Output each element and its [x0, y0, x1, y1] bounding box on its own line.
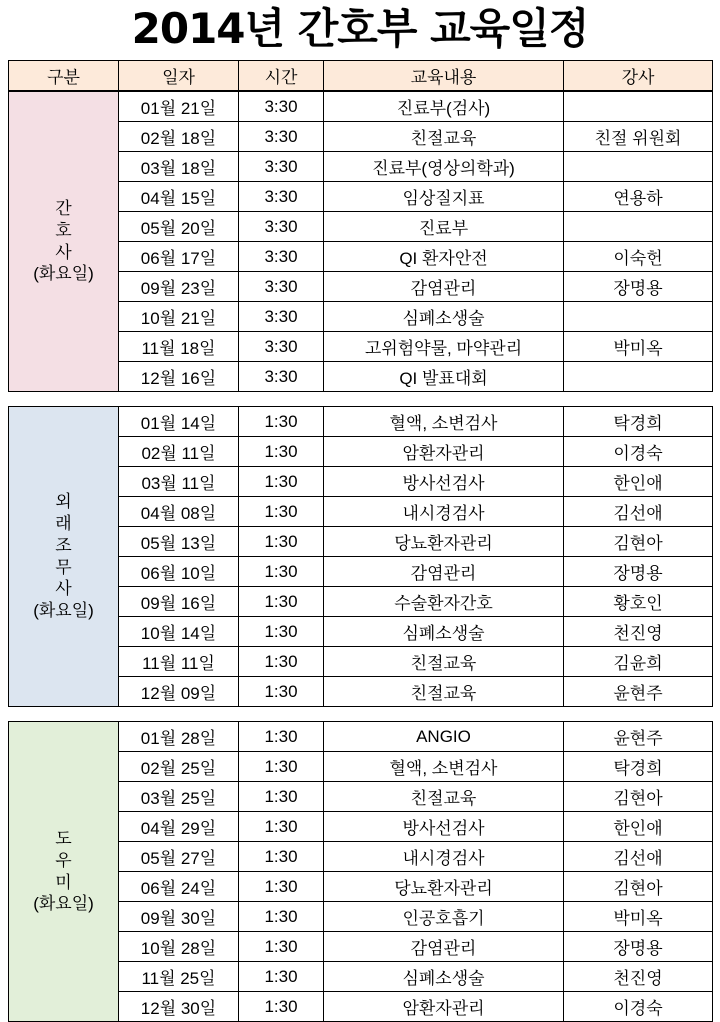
cell-time: 3:30	[239, 122, 324, 152]
cell-lecturer	[564, 152, 713, 182]
schedule-table-1	[8, 91, 713, 392]
cell-time: 1:30	[239, 782, 324, 812]
cell-time: 1:30	[239, 437, 324, 467]
cell-date: 11월 18일	[119, 332, 239, 362]
cell-lecturer: 김윤희	[564, 647, 713, 677]
cell-date: 03월 11일	[119, 467, 239, 497]
cell-content: 임상질지표	[324, 182, 564, 212]
cell-time: 3:30	[239, 92, 324, 122]
cell-time: 1:30	[239, 497, 324, 527]
cell-lecturer: 박미옥	[564, 332, 713, 362]
cell-content: 친절교육	[324, 647, 564, 677]
schedule-table-2	[8, 406, 713, 707]
schedule-table-3	[8, 721, 713, 1022]
cell-time: 3:30	[239, 302, 324, 332]
cell-content: 감염관리	[324, 932, 564, 962]
column-header-time: 시간	[239, 61, 324, 91]
column-header-content: 교육내용	[324, 61, 564, 91]
cell-lecturer: 친절 위원회	[564, 122, 713, 152]
cell-date: 11월 25일	[119, 962, 239, 992]
cell-content: 혈액, 소변검사	[324, 407, 564, 437]
cell-lecturer: 장명용	[564, 272, 713, 302]
cell-lecturer: 한인애	[564, 467, 713, 497]
page-title: 2014년 간호부 교육일정	[131, 4, 589, 53]
cell-content: 심폐소생술	[324, 617, 564, 647]
cell-content: 혈액, 소변검사	[324, 752, 564, 782]
cell-date: 06월 24일	[119, 872, 239, 902]
cell-lecturer	[564, 362, 713, 392]
cell-lecturer: 윤현주	[564, 677, 713, 707]
cell-date: 05월 27일	[119, 842, 239, 872]
header-table	[8, 60, 713, 91]
cell-time: 1:30	[239, 557, 324, 587]
cell-content: 암환자관리	[324, 437, 564, 467]
cell-date: 06월 10일	[119, 557, 239, 587]
cell-lecturer: 이경숙	[564, 437, 713, 467]
cell-date: 02월 11일	[119, 437, 239, 467]
cell-date: 09월 30일	[119, 902, 239, 932]
group-label-cell: 도 우 미 (화요일)	[9, 722, 119, 1022]
cell-time: 1:30	[239, 902, 324, 932]
cell-date: 01월 28일	[119, 722, 239, 752]
cell-content: 친절교육	[324, 677, 564, 707]
block-separator	[8, 392, 712, 406]
cell-time: 1:30	[239, 962, 324, 992]
cell-time: 1:30	[239, 467, 324, 497]
cell-time: 1:30	[239, 932, 324, 962]
group-label-cell: 간 호 사 (화요일)	[9, 92, 119, 392]
cell-lecturer	[564, 212, 713, 242]
cell-time: 1:30	[239, 407, 324, 437]
cell-lecturer: 장명용	[564, 932, 713, 962]
cell-content: 심폐소생술	[324, 962, 564, 992]
cell-date: 10월 21일	[119, 302, 239, 332]
cell-lecturer: 김현아	[564, 527, 713, 557]
cell-time: 1:30	[239, 722, 324, 752]
cell-content: 진료부(영상의학과)	[324, 152, 564, 182]
cell-lecturer: 박미옥	[564, 902, 713, 932]
cell-lecturer: 연용하	[564, 182, 713, 212]
cell-lecturer: 천진영	[564, 617, 713, 647]
cell-time: 1:30	[239, 617, 324, 647]
cell-content: 감염관리	[324, 557, 564, 587]
cell-time: 1:30	[239, 527, 324, 557]
cell-date: 10월 14일	[119, 617, 239, 647]
cell-time: 3:30	[239, 332, 324, 362]
table-row	[9, 722, 713, 752]
cell-time: 1:30	[239, 872, 324, 902]
cell-lecturer: 장명용	[564, 557, 713, 587]
cell-date: 10월 28일	[119, 932, 239, 962]
cell-time: 1:30	[239, 587, 324, 617]
cell-time: 3:30	[239, 272, 324, 302]
cell-content: 고위험약물, 마약관리	[324, 332, 564, 362]
cell-content: 방사선검사	[324, 812, 564, 842]
cell-date: 05월 20일	[119, 212, 239, 242]
cell-date: 04월 15일	[119, 182, 239, 212]
cell-content: 당뇨환자관리	[324, 527, 564, 557]
cell-content: 인공호흡기	[324, 902, 564, 932]
cell-date: 12월 30일	[119, 992, 239, 1022]
column-header-lecturer: 강사	[564, 61, 713, 91]
cell-lecturer	[564, 92, 713, 122]
column-header-group: 구분	[9, 61, 119, 91]
cell-content: 당뇨환자관리	[324, 872, 564, 902]
block-separator	[8, 707, 712, 721]
cell-content: ANGIO	[324, 722, 564, 752]
cell-content: 수술환자간호	[324, 587, 564, 617]
cell-time: 1:30	[239, 647, 324, 677]
cell-content: 내시경검사	[324, 842, 564, 872]
cell-date: 06월 17일	[119, 242, 239, 272]
cell-lecturer: 윤현주	[564, 722, 713, 752]
cell-lecturer: 이숙헌	[564, 242, 713, 272]
cell-date: 09월 16일	[119, 587, 239, 617]
cell-time: 3:30	[239, 362, 324, 392]
cell-content: 심폐소생술	[324, 302, 564, 332]
cell-date: 02월 25일	[119, 752, 239, 782]
cell-lecturer: 탁경희	[564, 407, 713, 437]
cell-time: 3:30	[239, 212, 324, 242]
cell-date: 12월 09일	[119, 677, 239, 707]
cell-date: 04월 08일	[119, 497, 239, 527]
cell-lecturer: 천진영	[564, 962, 713, 992]
cell-lecturer: 김선애	[564, 497, 713, 527]
cell-lecturer: 김현아	[564, 782, 713, 812]
cell-lecturer: 김선애	[564, 842, 713, 872]
cell-date: 01월 21일	[119, 92, 239, 122]
cell-time: 3:30	[239, 242, 324, 272]
schedule-blocks	[8, 91, 712, 1022]
cell-content: 친절교육	[324, 122, 564, 152]
cell-date: 02월 18일	[119, 122, 239, 152]
cell-content: 내시경검사	[324, 497, 564, 527]
cell-content: 진료부	[324, 212, 564, 242]
cell-content: 친절교육	[324, 782, 564, 812]
cell-time: 3:30	[239, 182, 324, 212]
cell-time: 1:30	[239, 812, 324, 842]
cell-content: 방사선검사	[324, 467, 564, 497]
cell-lecturer: 탁경희	[564, 752, 713, 782]
table-row	[9, 407, 713, 437]
cell-date: 12월 16일	[119, 362, 239, 392]
cell-time: 1:30	[239, 677, 324, 707]
cell-lecturer: 김현아	[564, 872, 713, 902]
group-label-cell: 외 래 조 무 사 (화요일)	[9, 407, 119, 707]
cell-date: 01월 14일	[119, 407, 239, 437]
cell-lecturer: 황호인	[564, 587, 713, 617]
table-header-row	[9, 61, 713, 91]
cell-time: 3:30	[239, 152, 324, 182]
cell-time: 1:30	[239, 842, 324, 872]
cell-date: 05월 13일	[119, 527, 239, 557]
cell-date: 04월 29일	[119, 812, 239, 842]
cell-content: 진료부(검사)	[324, 92, 564, 122]
cell-lecturer: 한인애	[564, 812, 713, 842]
cell-time: 1:30	[239, 992, 324, 1022]
cell-time: 1:30	[239, 752, 324, 782]
cell-date: 11월 11일	[119, 647, 239, 677]
cell-lecturer	[564, 302, 713, 332]
cell-date: 09월 23일	[119, 272, 239, 302]
schedule-page	[0, 4, 720, 1019]
cell-content: QI 환자안전	[324, 242, 564, 272]
cell-content: 감염관리	[324, 272, 564, 302]
cell-date: 03월 18일	[119, 152, 239, 182]
cell-date: 03월 25일	[119, 782, 239, 812]
cell-content: QI 발표대회	[324, 362, 564, 392]
cell-content: 암환자관리	[324, 992, 564, 1022]
cell-lecturer: 이경숙	[564, 992, 713, 1022]
column-header-date: 일자	[119, 61, 239, 91]
table-row	[9, 92, 713, 122]
